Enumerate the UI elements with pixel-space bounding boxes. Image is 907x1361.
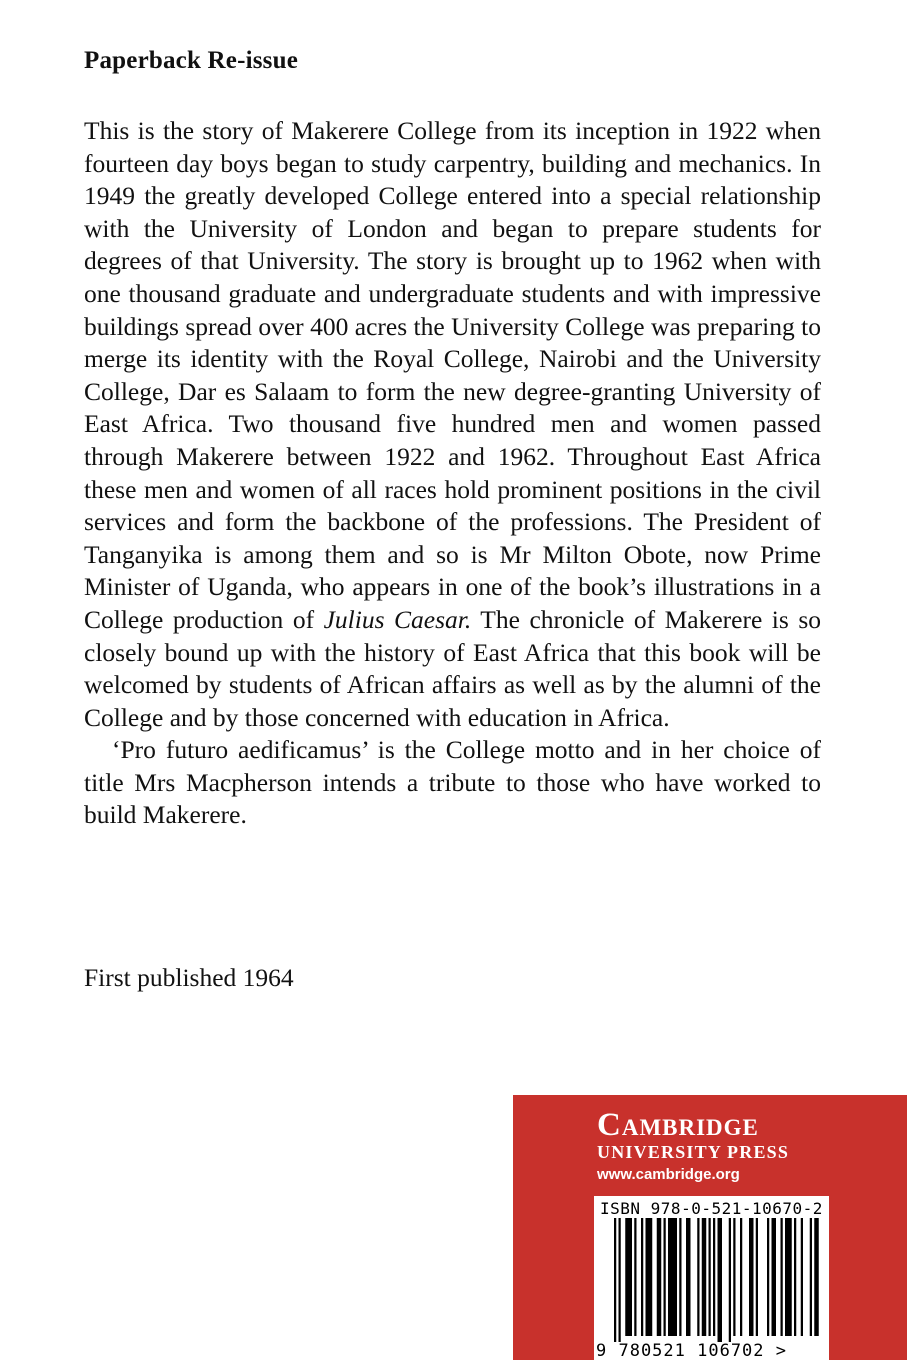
publisher-box <box>513 1095 907 1360</box>
barcode-bar <box>702 1218 707 1336</box>
first-published-note: First published 1964 <box>84 963 294 992</box>
barcode-bar <box>772 1218 777 1336</box>
barcode-digits: 9 780521 106702 > <box>596 1341 787 1361</box>
barcode-bar <box>614 1218 616 1342</box>
barcode-bar <box>718 1218 723 1342</box>
barcode-bar <box>733 1218 735 1336</box>
barcode-bar <box>756 1218 758 1336</box>
barcode-bar <box>646 1218 653 1336</box>
blurb-paragraph-2: ‘Pro futuro aedificamus’ is the College motto and in her choice of title Mrs Macpherson intends a tribute to those who have worked to build Makerere. <box>84 735 821 830</box>
publisher-url: www.cambridge.org <box>597 1166 740 1183</box>
barcode-bar <box>679 1218 681 1336</box>
barcode-bar <box>664 1218 666 1336</box>
reissue-heading: Paperback Re-issue <box>84 47 299 74</box>
publisher-name: Cambridge <box>597 1107 759 1143</box>
barcode-bar <box>697 1218 699 1336</box>
play-title: Julius Caesar. <box>323 604 472 634</box>
barcode-bar <box>749 1218 754 1336</box>
publisher-press: UNIVERSITY PRESS <box>597 1142 790 1162</box>
barcode-bar <box>767 1218 769 1336</box>
blurb-paragraph-1 <box>84 115 821 734</box>
barcode-bar <box>781 1218 783 1336</box>
barcode-bar <box>814 1218 819 1336</box>
barcode-bar <box>641 1218 643 1336</box>
barcode-bar <box>713 1218 715 1336</box>
barcode-bar <box>740 1218 742 1336</box>
isbn-label: ISBN 978-0-521-10670-2 <box>600 1199 823 1218</box>
barcode-bar <box>729 1218 731 1342</box>
barcode-bar <box>686 1218 691 1336</box>
barcode-bar <box>801 1218 803 1336</box>
barcode-bar <box>657 1218 662 1336</box>
barcode-bar <box>785 1218 792 1336</box>
barcode-bar <box>668 1218 677 1336</box>
barcode-bar <box>794 1218 796 1336</box>
blurb-paragraph-1-part-2: The chronicle of Makerere is so closely bound up with the history of East Africa that this book will be welcomed by students of African affairs as well as by the alumni of the College and by those concerned with education in Africa. <box>84 604 821 732</box>
blurb-paragraph-1-part-1: This is the story of Makerere College from its inception in 1922 when fourteen day boys began to study carpentry, building and mechanics. In 1949 the greatly developed College entered into a special relationship with the University of London and began to prepare students for degrees of that University. The story is brought up to 1962 when with one thousand graduate and undergraduate students and with impressive buildings spread over 400 acres the University College was preparing to merge its identity with the Royal College, Nairobi and the University College, Dar es Salaam to form the new degree-granting University of East Africa. Two thousand five hundred men and women passed through Makerere between 1922 and 1962. Throughout East Africa these men and women of all races hold prominent positions in the civil services and form the backbone of the professions. The President of Tanganyika is among them and so is Mr Milton Obote, now Prime Minister of Uganda, who appears in one of the book’s illustrations in a College production of <box>84 116 821 634</box>
blurb-text <box>84 115 821 832</box>
barcode-icon <box>594 1218 829 1342</box>
barcode-bar <box>619 1218 621 1342</box>
barcode-bar <box>634 1218 636 1336</box>
barcode-bar <box>625 1218 632 1336</box>
barcode-panel <box>594 1196 829 1360</box>
barcode-bar <box>709 1218 711 1336</box>
barcode-bar <box>810 1218 812 1336</box>
